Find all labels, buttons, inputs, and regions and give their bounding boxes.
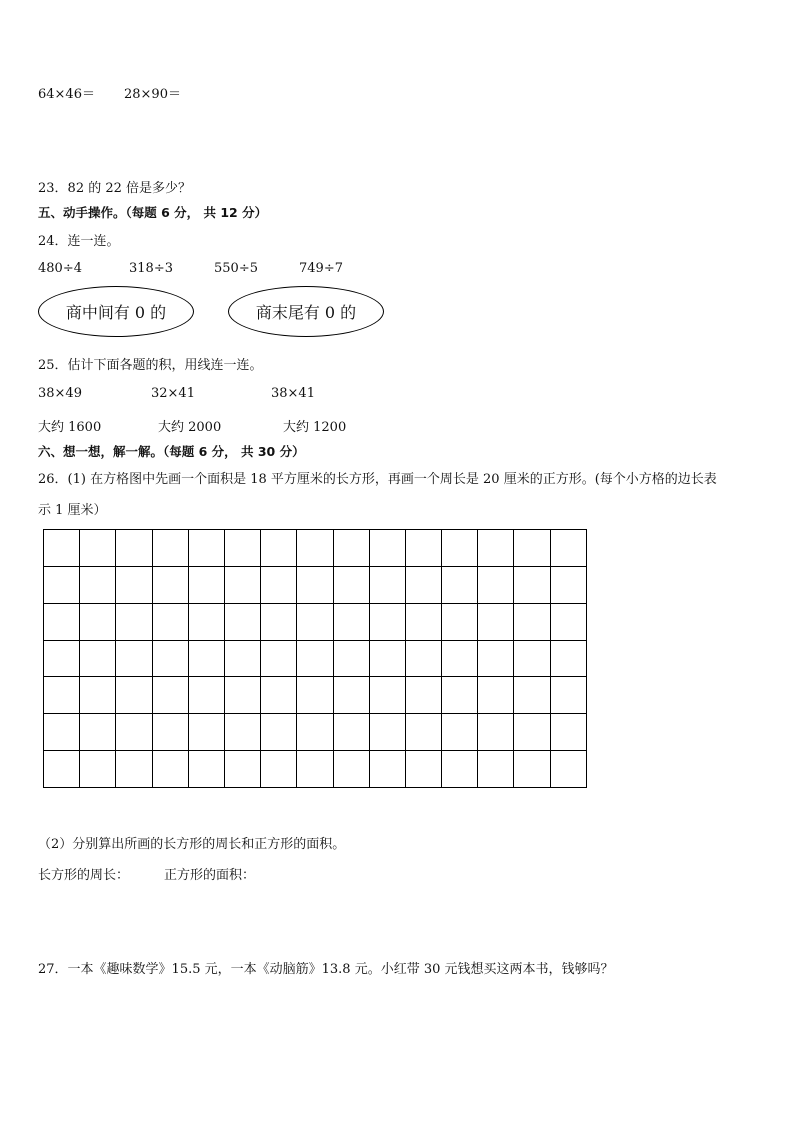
grid-cell[interactable] [514, 677, 550, 714]
question-23: 23．82 的 22 倍是多少？ [38, 181, 192, 196]
grid-cell[interactable] [80, 751, 116, 788]
question-24-title: 24．连一连。 [38, 234, 120, 249]
grid-cell[interactable] [44, 603, 80, 640]
grid-cell[interactable] [369, 677, 405, 714]
grid-cell[interactable] [116, 566, 152, 603]
grid-cell[interactable] [297, 677, 333, 714]
grid-cell[interactable] [261, 751, 297, 788]
grid-cell[interactable] [550, 530, 586, 567]
grid-cell[interactable] [116, 640, 152, 677]
grid-cell[interactable] [478, 714, 514, 751]
grid-cell[interactable] [80, 566, 116, 603]
grid-cell[interactable] [405, 751, 441, 788]
grid-row [44, 751, 587, 788]
grid-cell[interactable] [152, 751, 188, 788]
grid-cell[interactable] [261, 677, 297, 714]
grid-cell[interactable] [224, 603, 260, 640]
grid-cell[interactable] [188, 751, 224, 788]
division-expr: 480÷4 [38, 261, 82, 276]
grid-cell[interactable] [44, 530, 80, 567]
grid-cell[interactable] [80, 714, 116, 751]
grid-cell[interactable] [442, 530, 478, 567]
grid-cell[interactable] [405, 640, 441, 677]
grid-cell[interactable] [44, 566, 80, 603]
grid-cell[interactable] [550, 677, 586, 714]
grid-cell[interactable] [188, 640, 224, 677]
grid-cell[interactable] [369, 603, 405, 640]
grid-cell[interactable] [188, 714, 224, 751]
section-6-heading: 六、想一想，解一解。（每题 6 分， 共 30 分） [38, 444, 305, 459]
grid-cell[interactable] [152, 640, 188, 677]
grid-cell[interactable] [297, 640, 333, 677]
grid-cell[interactable] [514, 714, 550, 751]
grid-cell[interactable] [369, 751, 405, 788]
grid-cell[interactable] [405, 530, 441, 567]
grid-cell[interactable] [333, 603, 369, 640]
grid-cell[interactable] [405, 677, 441, 714]
grid-cell[interactable] [333, 677, 369, 714]
grid-row [44, 566, 587, 603]
grid-cell[interactable] [405, 714, 441, 751]
grid-cell[interactable] [369, 640, 405, 677]
grid-cell[interactable] [550, 566, 586, 603]
grid-cell[interactable] [333, 714, 369, 751]
multiplication-expr: 38×41 [271, 386, 315, 401]
oval-middle-zero [38, 286, 194, 337]
grid-cell[interactable] [224, 751, 260, 788]
square-grid[interactable] [43, 529, 587, 788]
grid-cell[interactable] [478, 603, 514, 640]
grid-cell[interactable] [550, 603, 586, 640]
grid-cell[interactable] [442, 714, 478, 751]
estimate-answer: 大约 1600 [38, 420, 102, 435]
grid-cell[interactable] [333, 751, 369, 788]
grid-cell[interactable] [442, 603, 478, 640]
square-area-label: 正方形的面积： [164, 868, 256, 883]
grid-cell[interactable] [550, 640, 586, 677]
question-26-line-2: 示 1 厘米） [38, 503, 107, 518]
grid-cell[interactable] [261, 566, 297, 603]
grid-cell[interactable] [297, 714, 333, 751]
grid-cell[interactable] [514, 566, 550, 603]
grid-cell[interactable] [514, 530, 550, 567]
grid-cell[interactable] [116, 530, 152, 567]
grid-cell[interactable] [152, 603, 188, 640]
multiplication-expr: 38×49 [38, 386, 82, 401]
grid-cell[interactable] [224, 640, 260, 677]
grid-cell[interactable] [297, 530, 333, 567]
grid-cell[interactable] [550, 751, 586, 788]
grid-cell[interactable] [116, 751, 152, 788]
grid-cell[interactable] [116, 677, 152, 714]
grid-cell[interactable] [442, 566, 478, 603]
grid-cell[interactable] [478, 530, 514, 567]
question-26-part-2: （2）分别算出所画的长方形的周长和正方形的面积。 [38, 837, 346, 852]
grid-row [44, 714, 587, 751]
grid-cell[interactable] [188, 530, 224, 567]
grid-cell[interactable] [514, 751, 550, 788]
grid-cell[interactable] [442, 677, 478, 714]
grid-cell[interactable] [152, 714, 188, 751]
grid-row [44, 640, 587, 677]
grid-cell[interactable] [80, 603, 116, 640]
grid-cell[interactable] [80, 677, 116, 714]
grid-cell[interactable] [442, 751, 478, 788]
grid-cell[interactable] [333, 530, 369, 567]
grid-cell[interactable] [261, 603, 297, 640]
question-27: 27．一本《趣味数学》15.5 元，一本《动脑筋》13.8 元。小红带 30 元钱想买这两本书，钱够吗？ [38, 962, 614, 977]
grid-cell[interactable] [478, 751, 514, 788]
oval-label: 商末尾有 0 的 [255, 303, 357, 322]
section-5-heading: 五、动手操作。（每题 6 分， 共 12 分） [38, 205, 268, 220]
oval-label: 商中间有 0 的 [65, 303, 167, 322]
grid-cell[interactable] [188, 566, 224, 603]
division-expr: 749÷7 [299, 261, 343, 276]
division-expr: 318÷3 [129, 261, 173, 276]
grid-cell[interactable] [405, 603, 441, 640]
multiplication-expr: 32×41 [151, 386, 195, 401]
grid-cell[interactable] [188, 603, 224, 640]
grid-cell[interactable] [261, 714, 297, 751]
calc-1: 64×46＝ [38, 87, 95, 102]
grid-cell[interactable] [369, 530, 405, 567]
grid-cell[interactable] [116, 714, 152, 751]
grid-cell[interactable] [514, 640, 550, 677]
grid-cell[interactable] [44, 677, 80, 714]
grid-row [44, 603, 587, 640]
calc-2: 28×90＝ [124, 87, 181, 102]
grid-cell[interactable] [116, 603, 152, 640]
grid-cell[interactable] [224, 714, 260, 751]
grid-cell[interactable] [333, 566, 369, 603]
grid-cell[interactable] [405, 566, 441, 603]
grid-cell[interactable] [442, 640, 478, 677]
question-26-line-1: 26．(1) 在方格图中先画一个面积是 18 平方厘米的长方形，再画一个周长是 20 厘米的正方形。(每个小方格的边长表 [38, 472, 717, 487]
grid-cell[interactable] [297, 566, 333, 603]
grid-cell[interactable] [478, 677, 514, 714]
question-25-title: 25．估计下面各题的积，用线连一连。 [38, 358, 263, 373]
estimate-answer: 大约 1200 [283, 420, 347, 435]
oval-end-zero [228, 286, 384, 337]
grid-cell[interactable] [224, 530, 260, 567]
estimate-answer: 大约 2000 [158, 420, 222, 435]
grid-cell[interactable] [152, 566, 188, 603]
grid-cell[interactable] [297, 603, 333, 640]
grid-cell[interactable] [261, 640, 297, 677]
grid-cell[interactable] [224, 566, 260, 603]
grid-cell[interactable] [44, 640, 80, 677]
grid-cell[interactable] [80, 640, 116, 677]
grid-cell[interactable] [369, 566, 405, 603]
grid-cell[interactable] [44, 714, 80, 751]
grid-cell[interactable] [152, 530, 188, 567]
grid-cell[interactable] [333, 640, 369, 677]
grid-cell[interactable] [478, 640, 514, 677]
grid-cell[interactable] [224, 677, 260, 714]
grid-cell[interactable] [297, 751, 333, 788]
grid-cell[interactable] [550, 714, 586, 751]
grid-cell[interactable] [44, 751, 80, 788]
rect-perimeter-label: 长方形的周长： [38, 868, 130, 883]
grid-cell[interactable] [152, 677, 188, 714]
grid-cell[interactable] [188, 677, 224, 714]
grid-row [44, 530, 587, 567]
grid-row [44, 677, 587, 714]
division-expr: 550÷5 [214, 261, 258, 276]
grid-cell[interactable] [369, 714, 405, 751]
grid-cell[interactable] [80, 530, 116, 567]
grid-cell[interactable] [514, 603, 550, 640]
grid-cell[interactable] [261, 530, 297, 567]
grid-cell[interactable] [478, 566, 514, 603]
